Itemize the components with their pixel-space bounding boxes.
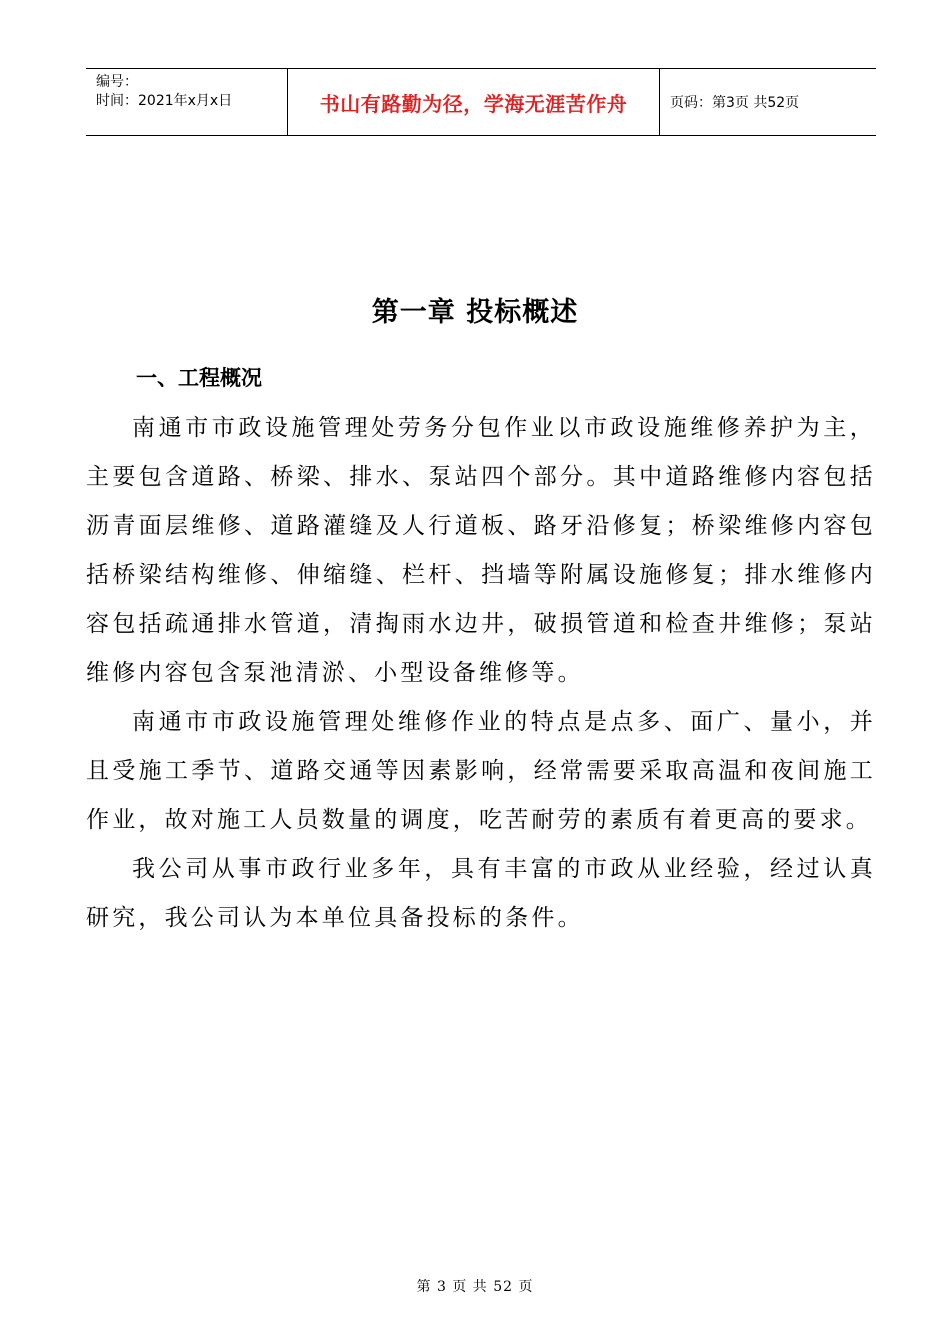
header-motto-cell xyxy=(288,69,660,135)
page-footer: 第 3 页 共 52 页 xyxy=(416,1279,534,1295)
body-text xyxy=(86,404,876,943)
paragraph: 我公司从事市政行业多年，具有丰富的市政从业经验，经过认真研究，我公司认为本单位具备投标的条件。 xyxy=(86,856,876,931)
document-number: 编号： xyxy=(96,74,138,90)
header-page-cell xyxy=(660,69,876,135)
section-heading: 一、工程概况 xyxy=(136,366,262,390)
header-info-cell xyxy=(86,69,288,135)
motto-text: 书山有路勤为径，学海无涯苦作舟 xyxy=(319,91,628,116)
chapter-title: 第一章 投标概述 xyxy=(371,297,579,328)
document-time: 时间：2021年x月x日 xyxy=(96,93,233,109)
header-page-info: 页码：第3页 共52页 xyxy=(670,95,800,111)
paragraph: 南通市市政设施管理处维修作业的特点是点多、面广、量小，并且受施工季节、道路交通等因素影响，经常需要采取高温和夜间施工作业，故对施工人员数量的调度，吃苦耐劳的素质有着更高的要求。 xyxy=(86,709,876,833)
page-header xyxy=(86,68,876,136)
paragraph: 南通市市政设施管理处劳务分包作业以市政设施维修养护为主，主要包含道路、桥梁、排水、泵站四个部分。其中道路维修内容包括沥青面层维修、道路灌缝及人行道板、路牙沿修复；桥梁维修内容包括桥梁结构维修、伸缩缝、栏杆、挡墙等附属设施修复；排水维修内容包括疏通排水管道，清掏雨水边井，破损管道和检查井维修；泵站维修内容包含泵池清淤、小型设备维修等。 xyxy=(86,415,876,686)
